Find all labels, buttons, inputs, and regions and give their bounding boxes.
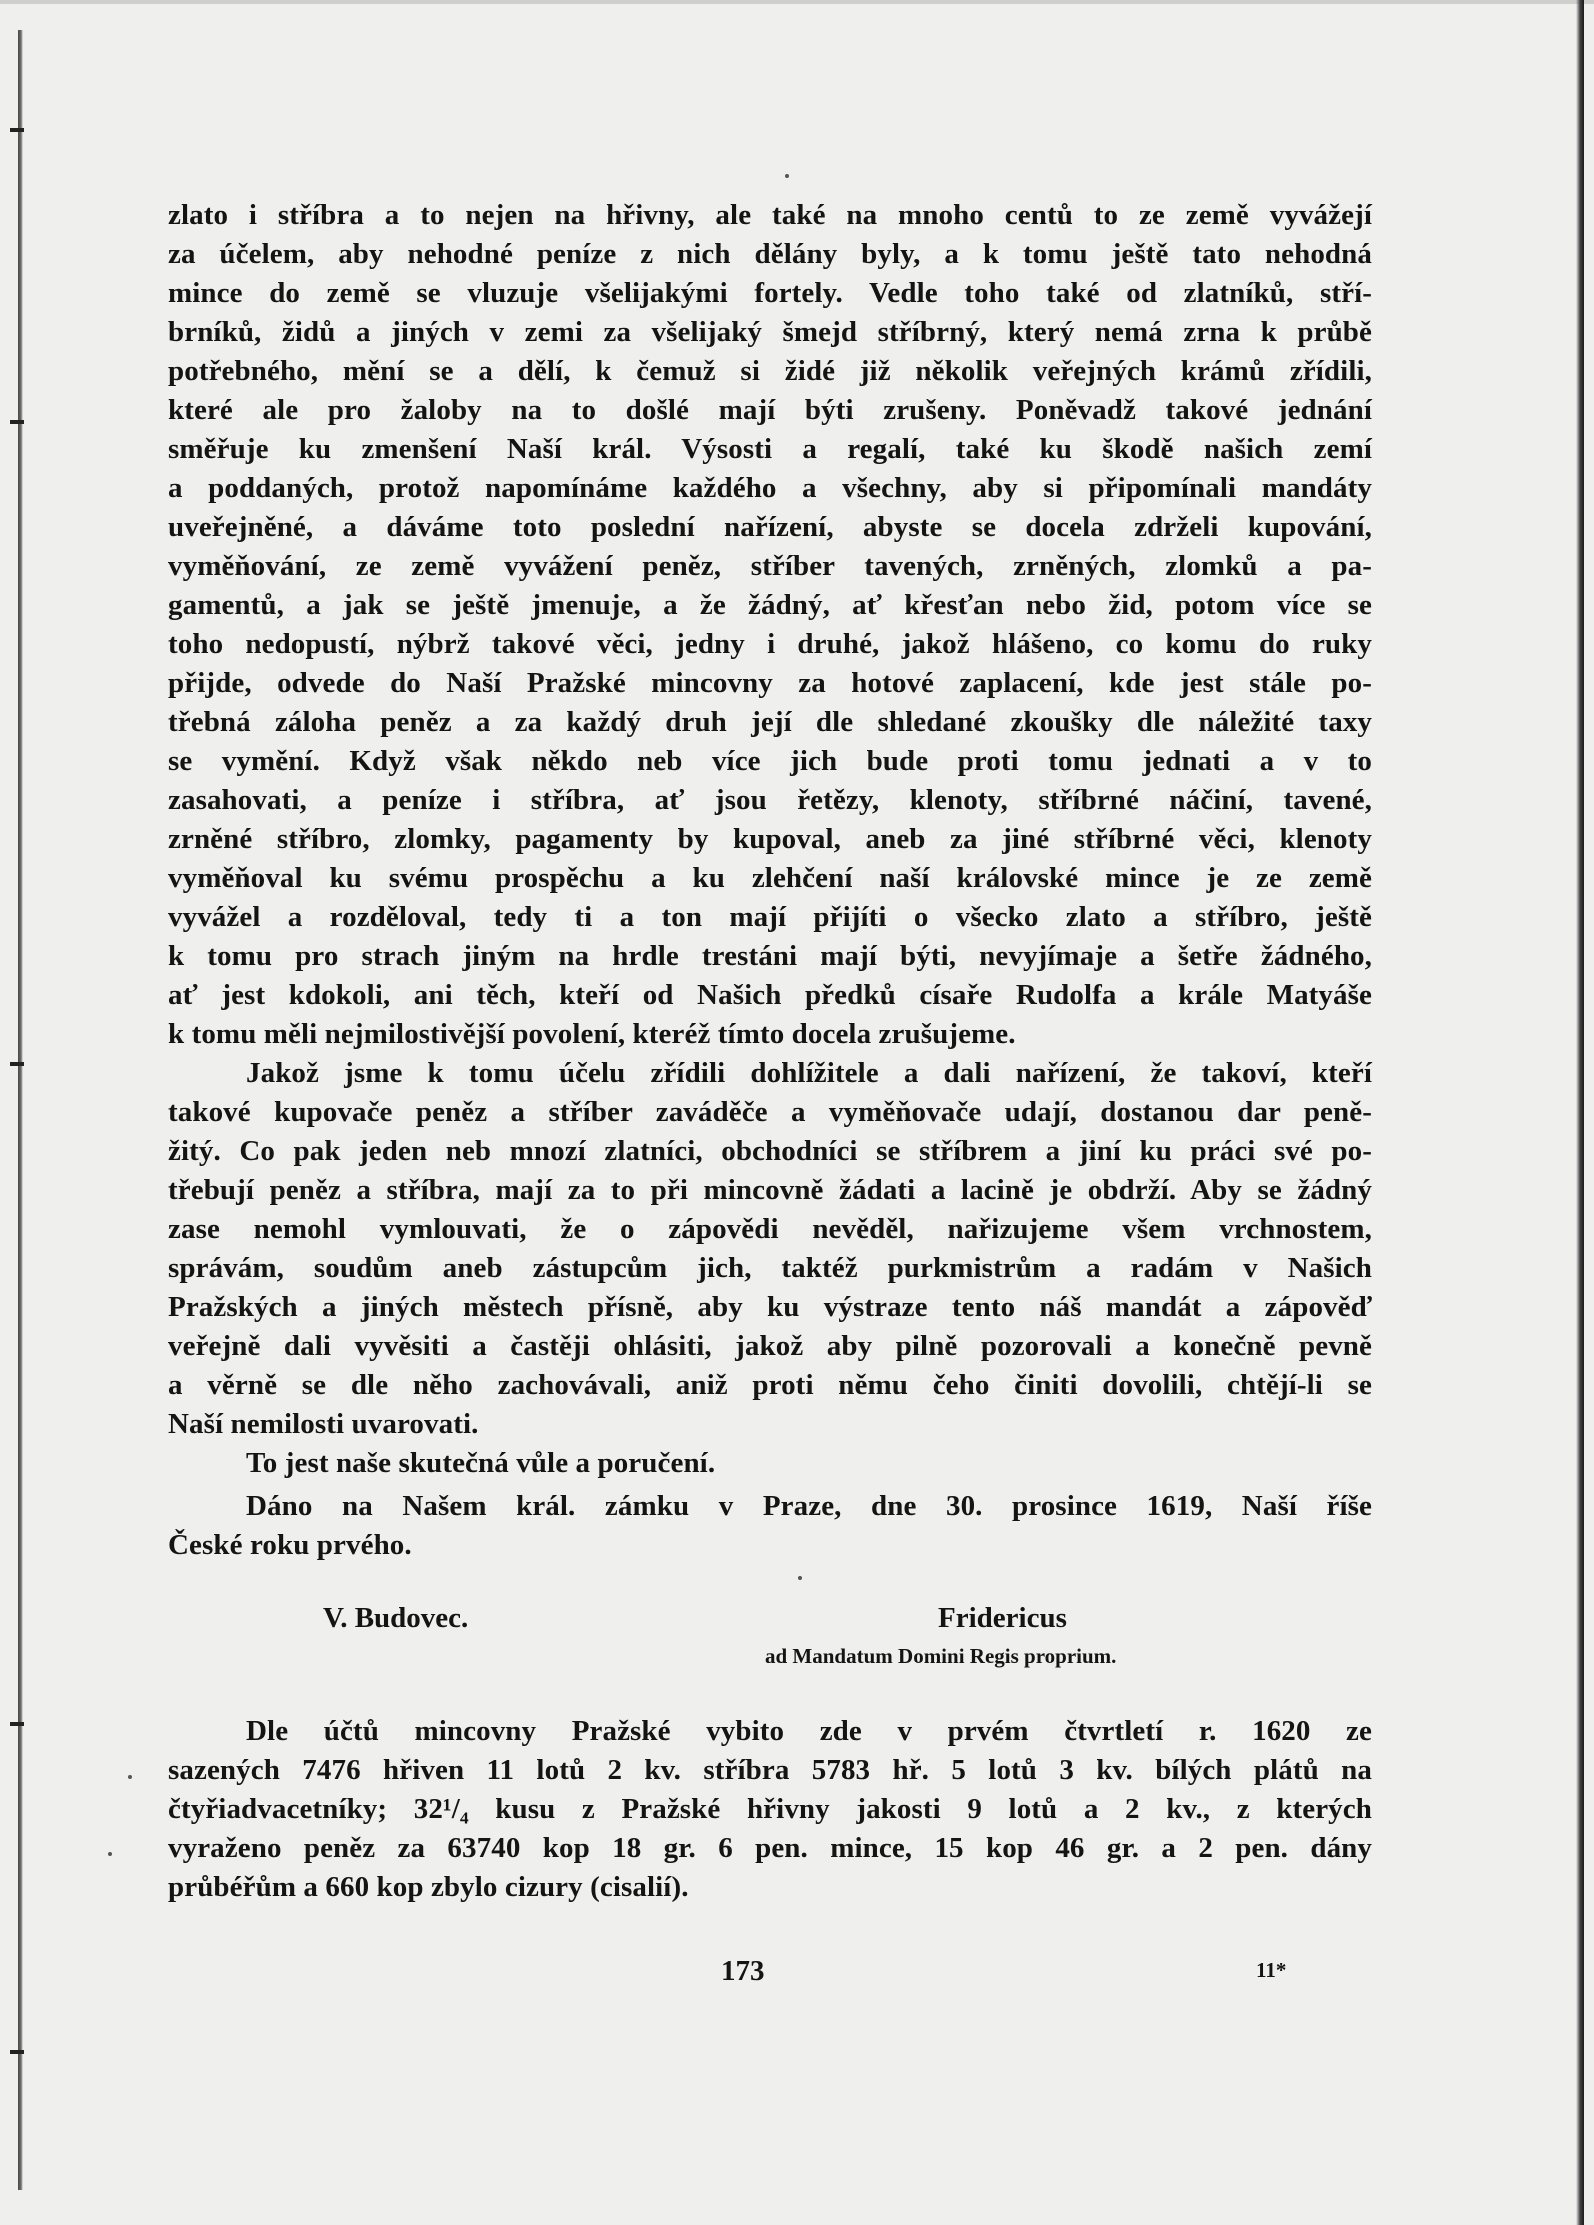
mint-accounts-paragraph bbox=[168, 1712, 1372, 1907]
signature-fridericus: Fridericus bbox=[938, 1602, 1067, 1634]
text-line: vyraženo peněz za 63740 kop 18 gr. 6 pen. mince, 15 kop 46 gr. a 2 pen. dány bbox=[168, 1832, 1372, 1864]
text-line: takové kupovače peněz a stříber zaváděče a vyměňovače udají, dostanou dar peně- bbox=[168, 1096, 1372, 1128]
signature-note: ad Mandatum Domini Regis proprium. bbox=[765, 1644, 1117, 1668]
binding-mark bbox=[10, 2050, 24, 2054]
signature-mark: 11* bbox=[1256, 1958, 1287, 1982]
text-line: Naší nemilosti uvarovati. bbox=[168, 1408, 479, 1440]
signature-budovec: V. Budovec. bbox=[323, 1602, 469, 1634]
text-line: Dle účtů mincovny Pražské vybito zde v prvém čtvrtletí r. 1620 ze bbox=[246, 1715, 1372, 1747]
text-line: brníků, židů a jiných v zemi za všelijaký šmejd stříbrný, který nemá zrna k průbě bbox=[168, 316, 1372, 348]
text-line: Pražských a jiných městech přísně, aby ku výstraze tento náš mandát a zápověď bbox=[168, 1291, 1372, 1323]
text-line: se vymění. Když však někdo neb více jich bude proti tomu jednati a v to bbox=[168, 745, 1372, 777]
text-line: správám, soudům aneb zástupcům jich, taktéž purkmistrům a radám v Našich bbox=[168, 1252, 1372, 1284]
text-line: To jest naše skutečná vůle a poručení. bbox=[246, 1447, 716, 1479]
text-line: vyměňování, ze země vyvážení peněz, stříber tavených, zrněných, zlomků a pa- bbox=[168, 550, 1372, 582]
text-line: České roku prvého. bbox=[168, 1529, 412, 1561]
text-line: uveřejněné, a dáváme toto poslední nařízení, abyste se docela zdrželi kupování, bbox=[168, 511, 1372, 543]
text-line: Jakož jsme k tomu účelu zřídili dohlížitele a dali nařízení, že takoví, kteří bbox=[246, 1057, 1372, 1089]
text-line: Dáno na Našem král. zámku v Praze, dne 30. prosince 1619, Naší říše bbox=[246, 1490, 1372, 1522]
print-speck bbox=[798, 1576, 802, 1580]
text-line: zase nemohl vymlouvati, že o zápovědi nevěděl, nařizujeme všem vrchnostem, bbox=[168, 1213, 1372, 1245]
text-line: směřuje ku zmenšení Naší král. Výsosti a regalí, také ku škodě našich zemí bbox=[168, 433, 1372, 465]
text-line: třebná záloha peněz a za každý druh její dle shledané zkoušky dle náležité taxy bbox=[168, 706, 1372, 738]
text-line: a poddaných, protož napomínáme každého a všechny, aby si připomínali mandáty bbox=[168, 472, 1372, 504]
binding-mark bbox=[10, 128, 24, 132]
text-line: zrněné stříbro, zlomky, pagamenty by kupoval, aneb za jiné stříbrné věci, klenoty bbox=[168, 823, 1372, 855]
text-line: zasahovati, a peníze i stříbra, ať jsou řetězy, klenoty, stříbrné náčiní, tavené, bbox=[168, 784, 1372, 816]
page-right-edge bbox=[1576, 0, 1584, 2225]
binding-mark bbox=[10, 1062, 24, 1066]
text-line: přijde, odvede do Naší Pražské mincovny za hotové zaplacení, kde jest stále po- bbox=[168, 667, 1372, 699]
text-line: potřebného, mění se a dělí, k čemuž si židé již několik veřejných krámů zřídili, bbox=[168, 355, 1372, 387]
text-line: čtyřiadvacetníky; 32¹/₄ kusu z Pražské hřivny jakosti 9 lotů a 2 kv., z kterých bbox=[168, 1793, 1372, 1825]
text-line: průbéřům a 660 kop zbylo cizury (cisalií). bbox=[168, 1871, 689, 1903]
text-line: a věrně se dle něho zachovávali, aniž proti němu čeho činiti dovolili, chtějí-li se bbox=[168, 1369, 1372, 1401]
page-binding-edge bbox=[18, 30, 23, 2190]
text-line: vyměňoval ku svému prospěchu a ku zlehčení naší královské mince je ze země bbox=[168, 862, 1372, 894]
text-line: žitý. Co pak jeden neb mnozí zlatníci, obchodníci se stříbrem a jiní ku práci své po- bbox=[168, 1135, 1372, 1167]
text-line: k tomu měli nejmilostivější povolení, kteréž tímto docela zrušujeme. bbox=[168, 1018, 1016, 1050]
text-line: gamentů, a jak se ještě jmenuje, a že žádný, ať křesťan nebo žid, potom více se bbox=[168, 589, 1372, 621]
text-line: veřejně dali vyvěsiti a častěji ohlásiti, jakož aby pilně pozorovali a konečně pevně bbox=[168, 1330, 1372, 1362]
binding-mark bbox=[10, 420, 24, 424]
text-line: třebují peněz a stříbra, mají za to při mincovně žádati a lacině je obdrží. Aby se žádný bbox=[168, 1174, 1372, 1206]
page-top-edge bbox=[0, 0, 1594, 4]
text-line: sazených 7476 hřiven 11 lotů 2 kv. stříbra 5783 hř. 5 lotů 3 kv. bílých plátů na bbox=[168, 1754, 1372, 1786]
text-line: mince do země se vluzuje všelijakými fortely. Vedle toho také od zlatníků, stří- bbox=[168, 277, 1372, 309]
text-line: toho nedopustí, nýbrž takové věci, jedny i druhé, jakož hlášeno, co komu do ruky bbox=[168, 628, 1372, 660]
binding-mark bbox=[10, 1722, 24, 1726]
print-speck bbox=[108, 1852, 112, 1856]
signature-block bbox=[168, 1599, 1372, 1683]
text-line: za účelem, aby nehodné peníze z nich dělány byly, a k tomu ještě tato nehodná bbox=[168, 238, 1372, 270]
text-line: k tomu pro strach jiným na hrdle trestáni mají býti, nevyjímaje a šetře žádného, bbox=[168, 940, 1372, 972]
page-number: 173 bbox=[721, 1955, 765, 1987]
text-line: zlato i stříbra a to nejen na hřivny, ale také na mnoho centů to ze země vyvážejí bbox=[168, 199, 1372, 231]
text-line: ať jest kdokoli, ani těch, kteří od Našich předků císaře Rudolfa a krále Matyáše bbox=[168, 979, 1372, 1011]
print-speck bbox=[785, 174, 789, 178]
print-speck bbox=[128, 1775, 132, 1779]
text-line: vyvážel a rozděloval, tedy ti a ton mají přijíti o všecko zlato a stříbro, ještě bbox=[168, 901, 1372, 933]
main-text bbox=[168, 196, 1372, 1565]
text-line: které ale pro žaloby na to došlé mají býti zrušeny. Poněvadž takové jednání bbox=[168, 394, 1372, 426]
